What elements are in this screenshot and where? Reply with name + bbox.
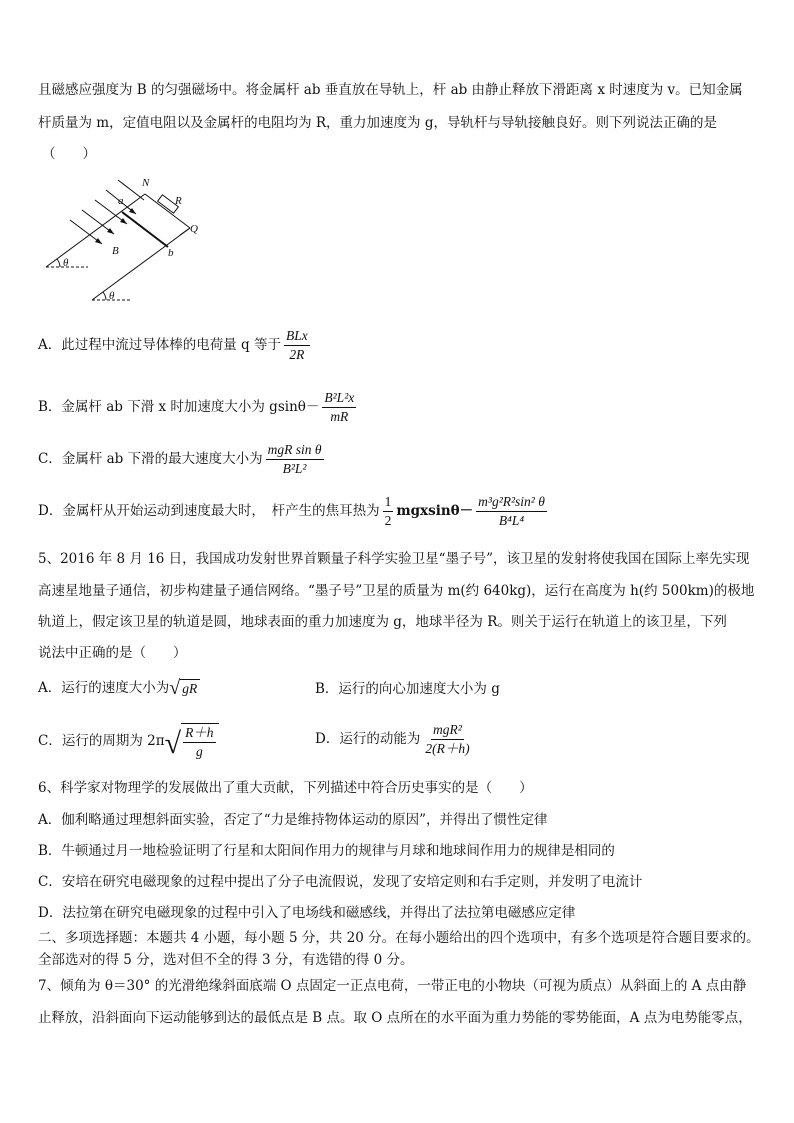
label-theta-2: θ xyxy=(109,290,115,302)
q4-option-b: B．金属杆 ab 下滑 x 时加速度大小为 gsinθ－ $\frac{\text{B²L²x}}{mR}$ xyxy=(38,390,355,424)
label-b: b xyxy=(168,247,174,259)
q5-line-2: 高速星地量子通信，初步构建量子通信网络。“墨子号”卫星的质量为 m(约 640kg)，运行在高度为 h(约 500km)的极地 xyxy=(38,583,755,599)
q4-a-fraction: $\frac{\text{BLx}}{2R}$ xyxy=(285,328,308,362)
q6-option-c: C．安培在研究电磁现象的过程中提出了分子电流假说，发现了安培定则和右手定则，并发明了电流计 xyxy=(38,874,643,890)
q6-option-a: A．伽利略通过理想斜面实验，否定了“力是维持物体运动的原因”，并得出了惯性定律 xyxy=(38,812,548,828)
q5-line-4: 说法中正确的是（ ） xyxy=(38,645,187,661)
q4-b-fraction: $\frac{\text{B²L²x}}{mR}$ xyxy=(324,390,355,424)
q5-option-b: B．运行的向心加速度大小为 g xyxy=(315,681,500,697)
q6-stem: 6、科学家对物理学的发展做出了重大贡献，下列描述中符合历史事实的是（ ） xyxy=(38,780,533,796)
q5-line-1: 5、2016 年 8 月 16 日，我国成功发射世界首颗量子科学实验卫星“墨子号”，该卫星的发射将使我国在国际上率先实现 xyxy=(38,551,750,567)
q5-option-c: C．运行的周期为 2π √ $\frac{R+h}{g}$ xyxy=(38,723,219,759)
q4-d-fraction: $\frac{\text{m³g²R²sin² θ}}{\text{B⁴L⁴}}$ xyxy=(478,494,545,528)
label-a: a xyxy=(118,195,124,207)
q4-option-c: C．金属杆 ab 下滑的最大速度大小为 $\frac{\text{mgR sin θ}}{\text{B²L²}}$ xyxy=(38,442,322,476)
q4-answer-bracket: （ ） xyxy=(42,146,96,162)
section-2-scoring: 全部选对的得 5 分，选对但不全的得 3 分，有选错的得 0 分。 xyxy=(38,952,414,968)
q6-option-b: B．牛顿通过月一地检验证明了行星和太阳间作用力的规律与月球和地球间作用力的规律是相同的 xyxy=(38,843,615,859)
q7-line-1: 7、倾角为 θ＝30° 的光滑绝缘斜面底端 O 点固定一正点电荷，一带正电的小物块（可视为质点）从斜面上的 A 点由静 xyxy=(38,978,747,994)
label-B: B xyxy=(112,245,119,257)
q4-line-2: 杆质量为 m，定值电阻以及金属杆的电阻均为 R，重力加速度为 g，导轨杆与导轨接触良好。则下列说法正确的是 xyxy=(38,115,717,131)
label-Q: Q xyxy=(190,223,198,235)
label-N: N xyxy=(142,177,150,189)
q5-option-a: A．运行的速度大小为 √ gR xyxy=(38,678,200,698)
label-R: R xyxy=(175,195,182,207)
q5-c-sqrt: √ $\frac{R+h}{g}$ xyxy=(165,723,219,759)
q4-option-a: A．此过程中流过导体棒的电荷量 q 等于 $\frac{\text{BLx}}{2R}$ xyxy=(38,328,308,362)
label-theta-1: θ xyxy=(63,257,69,269)
q5-a-sqrt: √ gR xyxy=(169,678,200,698)
q4-option-d: D．金属杆从开始运动到速度最大时， 杆产生的焦耳热为 $\frac{1}{2}$ mgxsinθ－ $\frac{\text{m³g²R²sin² θ}}{\text{B⁴L⁴}}$ xyxy=(38,494,545,528)
q4-c-fraction: $\frac{\text{mgR sin θ}}{\text{B²L²}}$ xyxy=(267,442,322,476)
q7-line-2: 止释放，沿斜面向下运动能够到达的最低点是 B 点。取 O 点所在的水平面为重力势能的零势能面，A 点为电势能零点， xyxy=(38,1010,752,1026)
q4-d-half: $\frac{1}{2}$ xyxy=(384,494,392,528)
q6-option-d: D．法拉第在研究电磁现象的过程中引入了电场线和磁感线，并得出了法拉第电磁感应定律 xyxy=(38,905,576,921)
q4-line-1: 且磁感应强度为 B 的匀强磁场中。将金属杆 ab 垂直放在导轨上，杆 ab 由静止释放下滑距离 x 时速度为 v。已知金属 xyxy=(38,82,743,98)
section-2-heading: 二、多项选择题：本题共 4 小题，每小题 5 分，共 20 分。在每小题给出的四个选项中，有多个选项是符合题目要求的。 xyxy=(38,930,760,946)
q5-d-fraction: $\frac{\text{mgR²}}{2(R+h)}$ xyxy=(425,722,470,756)
q5-line-3: 轨道上，假定该卫星的轨道是圆，地球表面的重力加速度为 g，地球半径为 R。则关于运行在轨道上的该卫星，下列 xyxy=(38,614,727,630)
q5-option-d: D．运行的动能为 $\frac{\text{mgR²}}{2(R+h)}$ xyxy=(315,722,470,756)
q4-figure xyxy=(40,172,220,307)
